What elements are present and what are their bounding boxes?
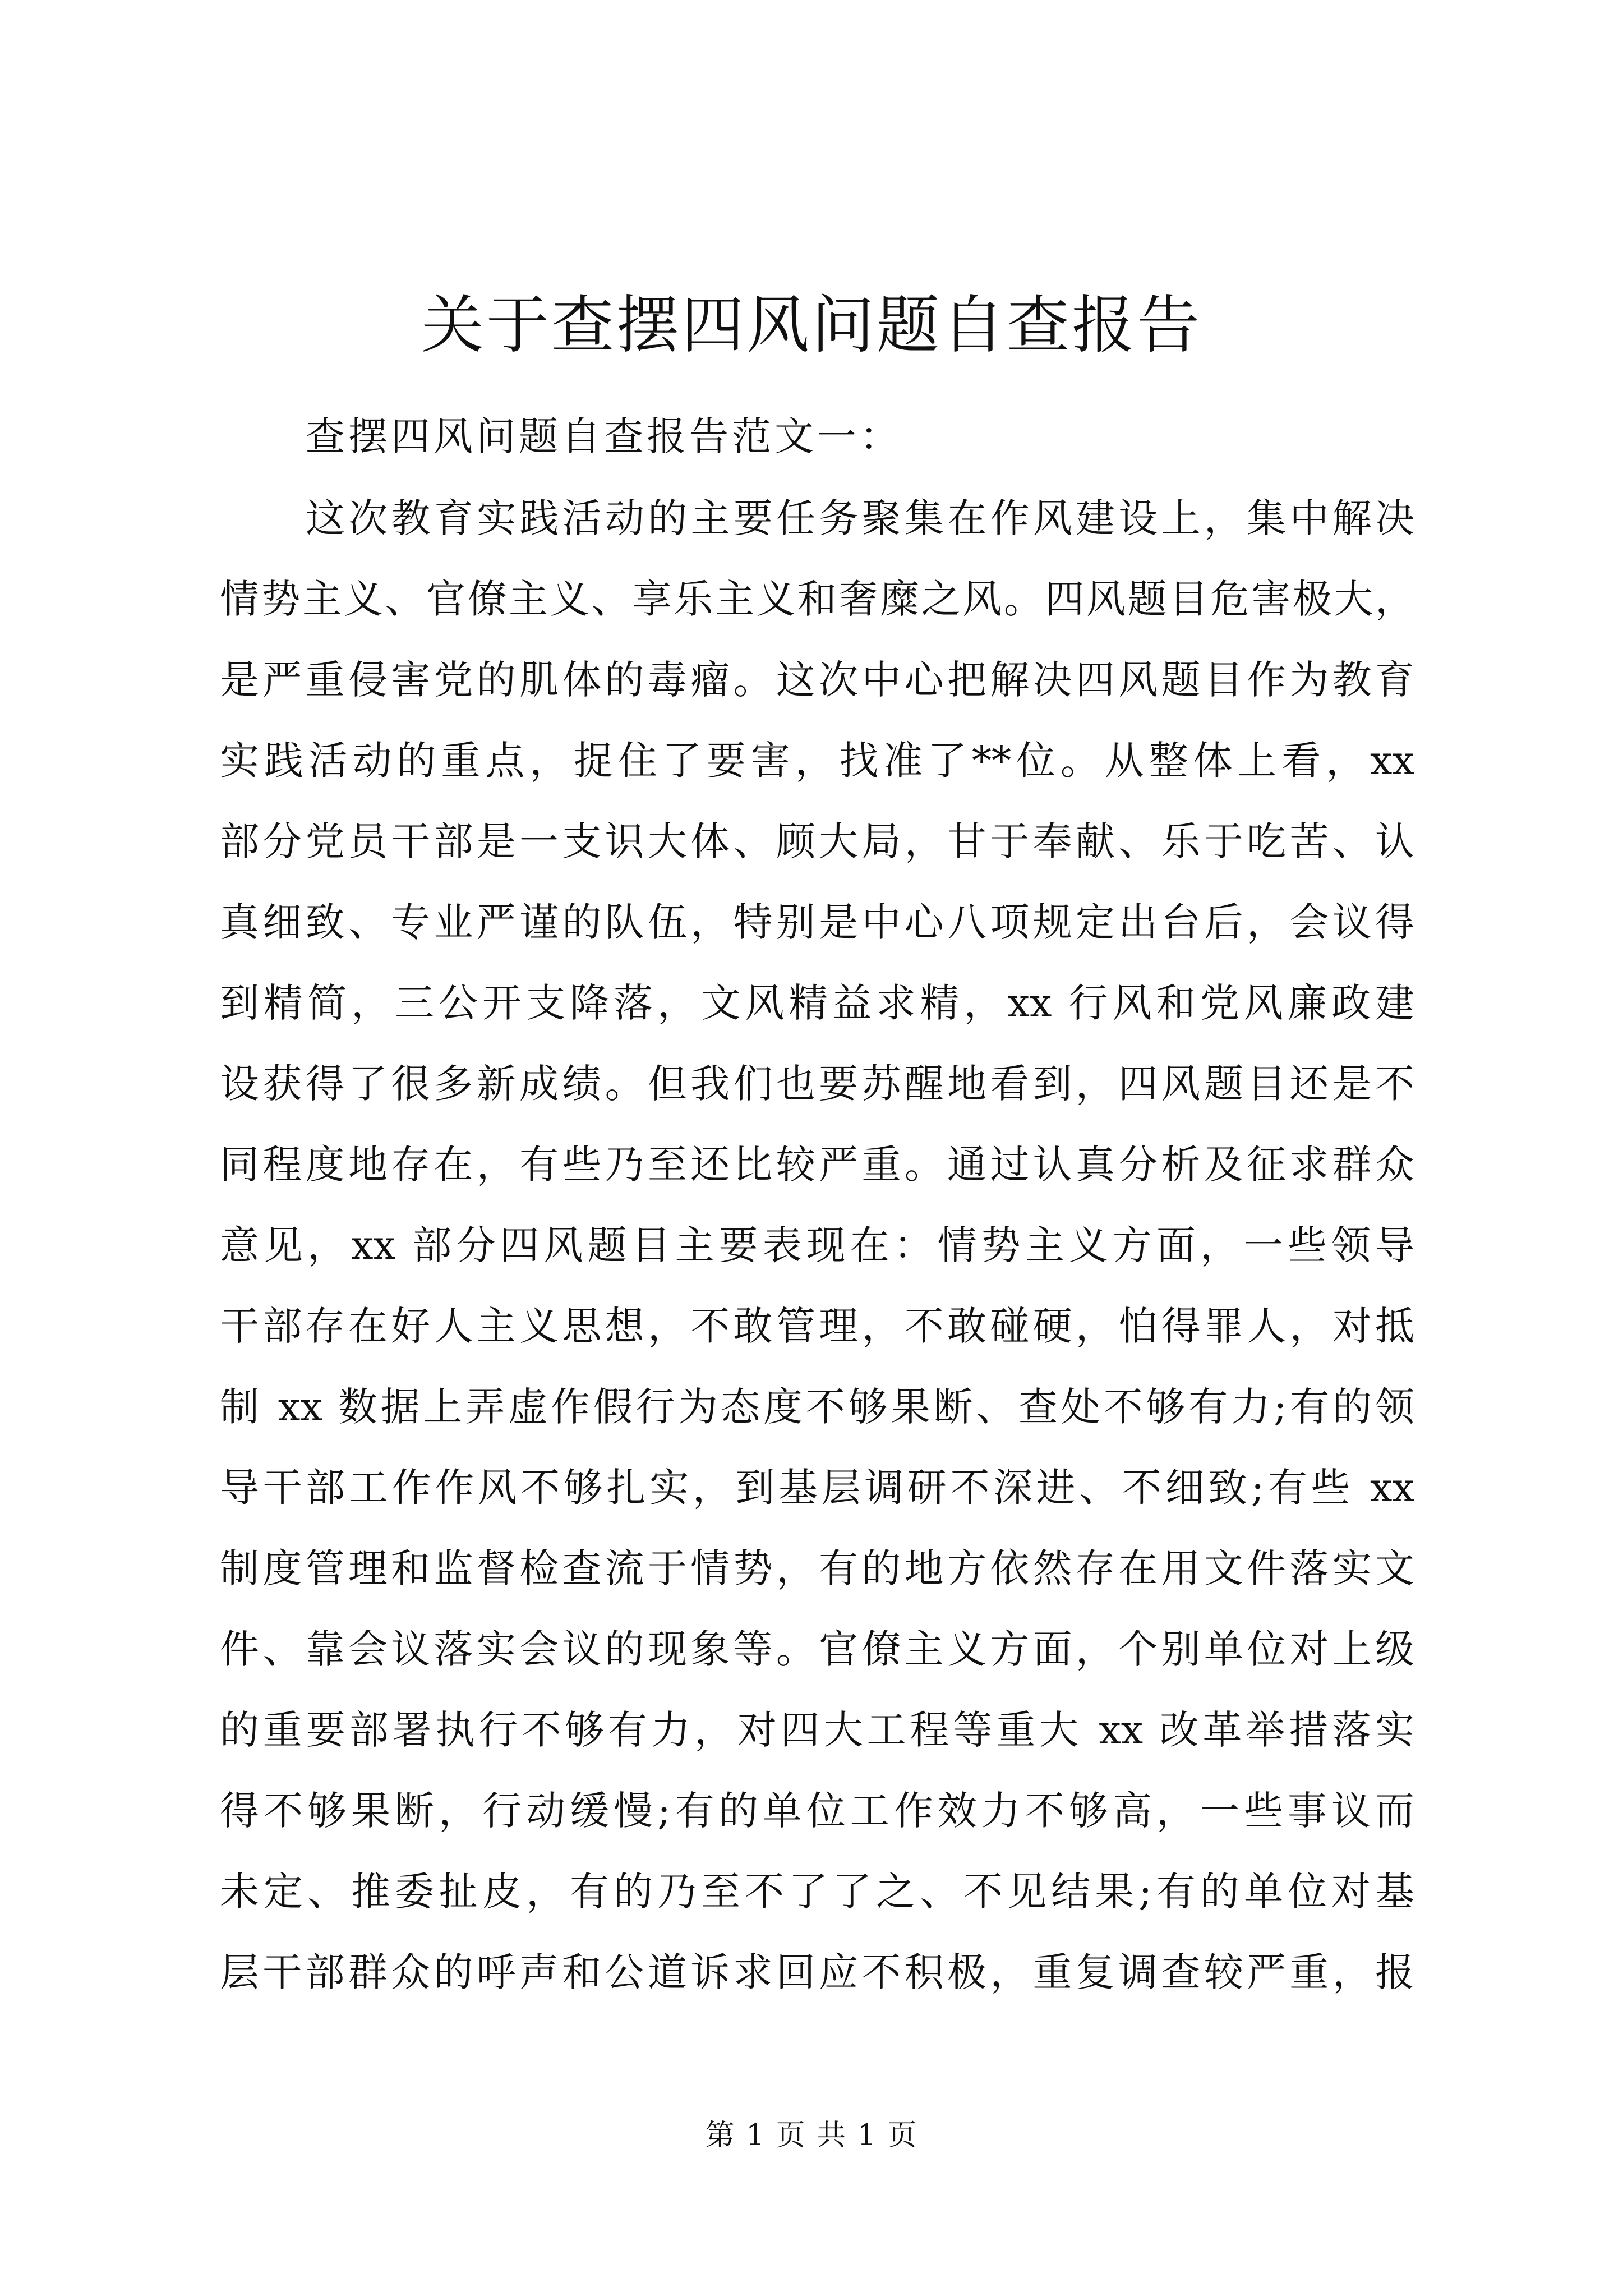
document-title: 关于查摆四风问题自查报告	[421, 289, 1202, 362]
paragraph-line: 制 xx 数据上弄虚作假行为态度不够果断、查处不够有力;有的领	[220, 1384, 1414, 1430]
paragraph-line: 意见，xx 部分四风题目主要表现在：情势主义方面，一些领导	[220, 1222, 1414, 1268]
paragraph-line: 设获得了很多新成绩。但我们也要苏醒地看到，四风题目还是不	[220, 1061, 1414, 1107]
paragraph-line: 情势主义、官僚主义、享乐主义和奢糜之风。四风题目危害极大，	[220, 576, 1414, 622]
paragraph-line: 干部存在好人主义思想，不敢管理，不敢碰硬，怕得罪人，对抵	[220, 1303, 1414, 1349]
paragraph-line: 得不够果断，行动缓慢;有的单位工作效力不够高，一些事议而	[220, 1788, 1414, 1834]
paragraph-line: 制度管理和监督检查流于情势，有的地方依然存在用文件落实文	[220, 1545, 1414, 1591]
page-footer: 第 1 页 共 1 页	[705, 2119, 918, 2152]
body-text	[220, 478, 1414, 2013]
paragraph-line: 件、靠会议落实会议的现象等。官僚主义方面，个别单位对上级	[220, 1626, 1414, 1672]
paragraph-line: 导干部工作作风不够扎实，到基层调研不深进、不细致;有些 xx	[220, 1465, 1414, 1511]
paragraph-line: 实践活动的重点，捉住了要害，找准了**位。从整体上看，xx	[220, 738, 1414, 784]
document-subtitle: 查摆四风问题自查报告范文一：	[306, 413, 902, 459]
paragraph-line: 未定、推委扯皮，有的乃至不了了之、不见结果;有的单位对基	[220, 1869, 1414, 1915]
paragraph-line: 这次教育实践活动的主要任务聚集在作风建设上，集中解决	[306, 495, 1414, 541]
paragraph-line: 部分党员干部是一支识大体、顾大局，甘于奉献、乐于吃苦、认	[220, 818, 1414, 864]
paragraph-line: 是严重侵害党的肌体的毒瘤。这次中心把解决四风题目作为教育	[220, 657, 1414, 703]
paragraph-line: 同程度地存在，有些乃至还比较严重。通过认真分析及征求群众	[220, 1142, 1414, 1188]
paragraph-line: 的重要部署执行不够有力，对四大工程等重大 xx 改革举措落实	[220, 1707, 1414, 1753]
paragraph-line: 层干部群众的呼声和公道诉求回应不积极，重复调查较严重，报	[220, 1949, 1414, 1995]
paragraph-line: 真细致、专业严谨的队伍，特别是中心八项规定出台后，会议得	[220, 899, 1414, 945]
paragraph-line: 到精简，三公开支降落，文风精益求精，xx 行风和党风廉政建	[220, 980, 1414, 1026]
